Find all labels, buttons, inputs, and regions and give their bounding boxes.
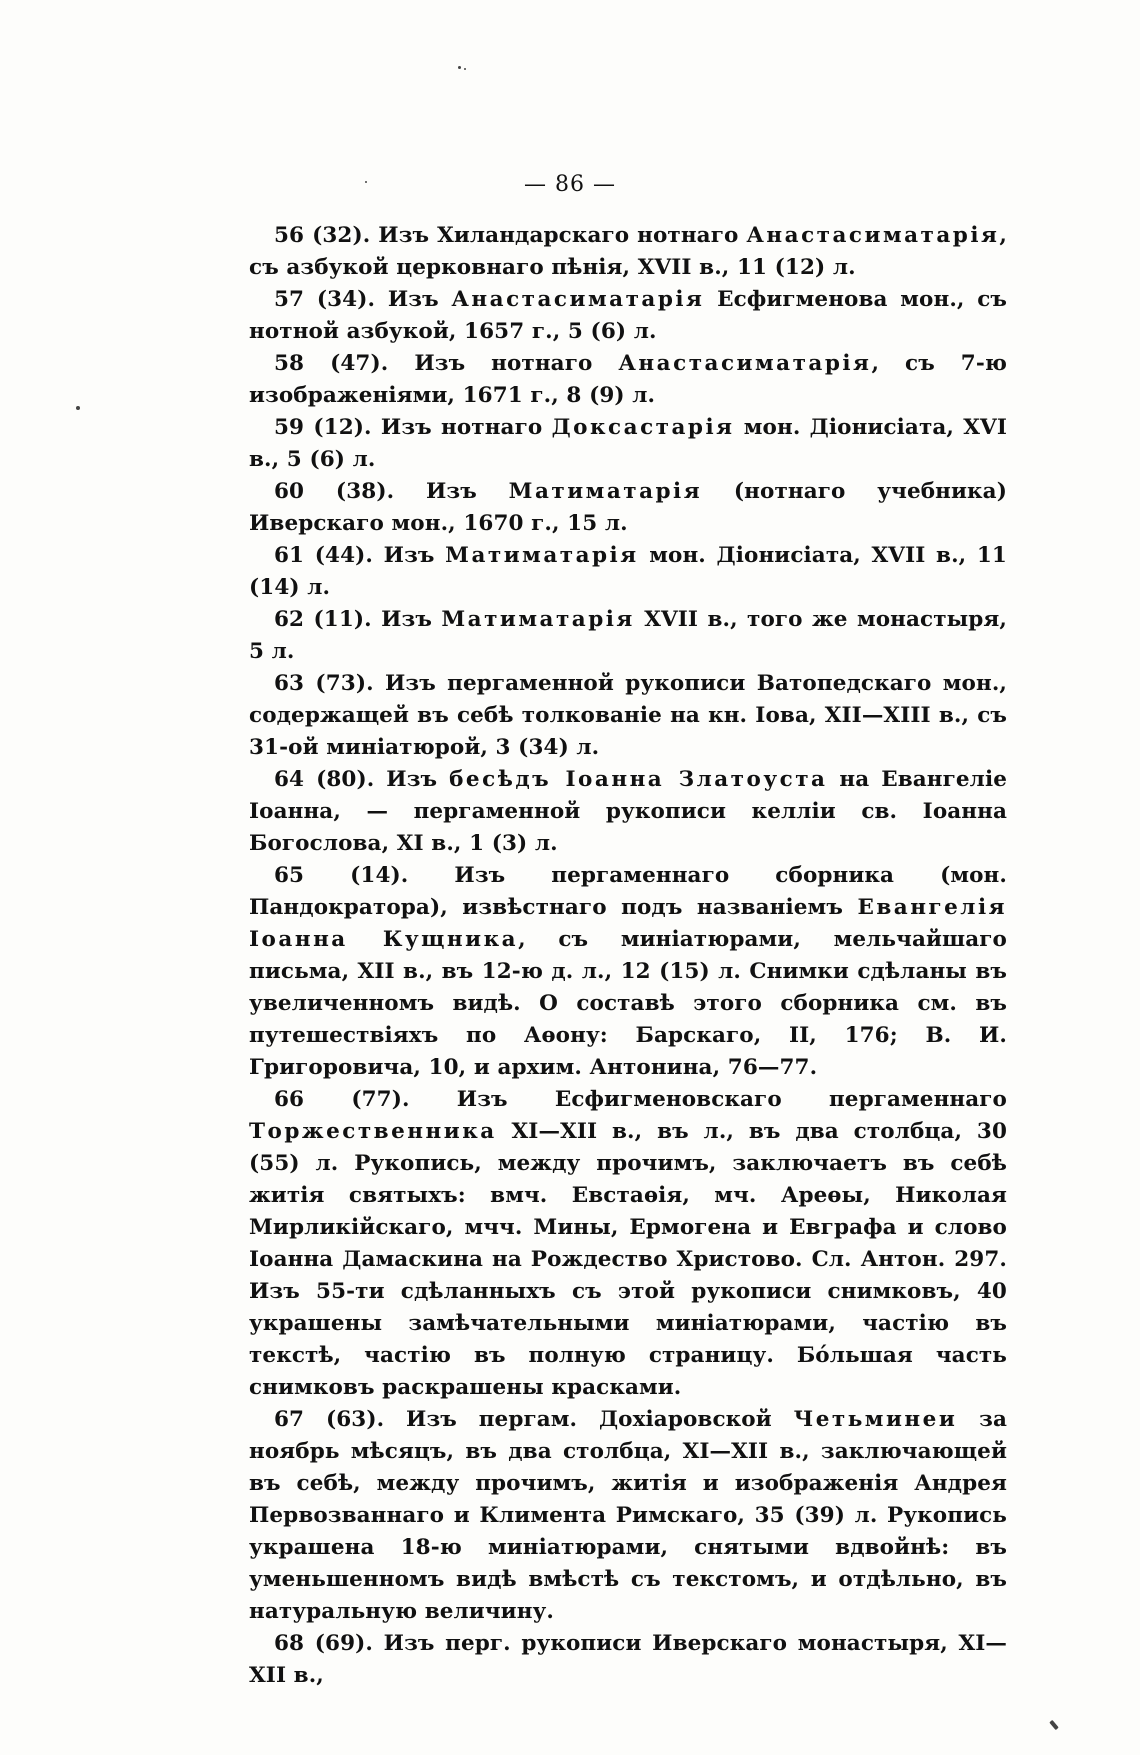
entry-text-tail: , съ миніатюрами, мельчайшаго письма, XII в., въ 12-ю д. л., 12 (15) л. Снимки сдѣланы въ увеличенномъ видѣ. О составѣ этого сборника см. въ путешествіяхъ по Аѳону: Барскаго, II, 176; В. И. Григоровича, 10, и архим. Антонина, 76—77. [249, 927, 1007, 1080]
catalog-entry-62 [249, 604, 1007, 668]
entry-text: Изъ [386, 767, 450, 792]
entry-text-tail: , съ 7-ю изображеніями, 1671 г., 8 (9) л. [249, 351, 1007, 408]
entry-text: Изъ нотнаго [380, 415, 552, 440]
entry-text: Изъ пергам. Дохіаровской [406, 1407, 794, 1432]
entry-text-tail: (нотнаго учебника) Иверскаго мон., 1670 г., 15 л. [249, 479, 1007, 536]
catalog-entry-57 [249, 284, 1007, 348]
entry-number: 58 (47). [274, 351, 389, 376]
entry-title: бесѣдъ Іоанна Златоуста [449, 767, 828, 792]
entry-title: Четьминеи [793, 1407, 958, 1432]
entry-text: Изъ пергаменной рукописи Ватопедскаго мон., содержащей въ себѣ толкованіе на кн. Іова, XII—XIII в., съ 31-ой миніатюрой, 3 (34) л. [249, 671, 1007, 760]
entry-number: 63 (73). [274, 671, 374, 696]
catalog-entry-68 [249, 1628, 1007, 1692]
catalog-entry-65 [249, 860, 1007, 1084]
entry-title: Евангелія Іоанна Кущника [249, 895, 1007, 952]
text-column [249, 220, 1007, 1692]
catalog-entry-60 [249, 476, 1007, 540]
catalog-entry-63 [249, 668, 1007, 764]
entry-title: Анастасиматарія [618, 351, 872, 376]
entry-text-tail: за ноябрь мѣсяцъ, въ два столбца, XI—XII в., заключающей въ себѣ, между прочимъ, житія и изображенія Андрея Первозваннаго и Климента Римскаго, 35 (39) л. Рукопись украшена 18-ю миніатюрами, снятыми вдвойнѣ: въ уменьшенномъ видѣ вмѣстѣ съ текстомъ, и отдѣльно, въ натуральную величину. [249, 1407, 1007, 1624]
catalog-entry-59 [249, 412, 1007, 476]
print-speck [464, 68, 466, 70]
entry-title: Торжественника [249, 1119, 497, 1144]
entry-text: Изъ пергаменнаго сборника (мон. Пандократора), извѣстнаго подъ названіемъ [249, 863, 1007, 920]
entry-number: 65 (14). [274, 863, 409, 888]
entry-number: 60 (38). [274, 479, 395, 504]
entry-text-tail: Есфигменова мон., съ нотной азбукой, 1657 г., 5 (6) л. [249, 287, 1007, 344]
entry-title: Доксастарія [551, 415, 735, 440]
entry-number: 57 (34). [274, 287, 376, 312]
entry-number: 56 (32). [274, 223, 371, 248]
page-number: — 86 — [524, 172, 616, 197]
catalog-entry-66 [249, 1084, 1007, 1404]
entry-text-tail: , съ азбукой церковнаго пѣнія, XVII в., 11 (12) л. [249, 223, 1007, 280]
catalog-entry-64 [249, 764, 1007, 860]
entry-text-tail: XVII в., того же монастыря, 5 л. [249, 607, 1007, 664]
entry-text: Изъ [426, 479, 509, 504]
entry-title: Анастасиматарія [451, 287, 705, 312]
entry-text: Изъ [381, 607, 442, 632]
entry-number: 64 (80). [274, 767, 375, 792]
print-speck [1049, 1720, 1058, 1730]
entry-text: Изъ перг. рукописи Иверскаго монастыря, XI—XII в., [249, 1631, 1007, 1688]
entry-text: Изъ Есфигменовскаго пергаменнаго [456, 1087, 1007, 1112]
entry-number: 67 (63). [274, 1407, 385, 1432]
entry-title: Анастасиматарія [746, 223, 1000, 248]
entry-text-tail: XI—XII в., въ л., въ два столбца, 30 (55) л. Рукопись, между прочимъ, заключаетъ въ себѣ житія святыхъ: вмч. Евстаѳія, мч. Ареѳы, Николая Мирликійскаго, мчч. Мины, Ермогена и Евграфа и слово Іоанна Дамаскина на Рождество Христово. Сл. Антон. 297. Изъ 55-ти сдѣланныхъ съ этой рукописи снимковъ, 40 украшены замѣчательными миніатюрами, частію въ текстѣ, частію въ полную страницу. Бо́льшая часть снимковъ раскрашены красками. [249, 1119, 1007, 1400]
entry-number: 62 (11). [274, 607, 372, 632]
entry-text: Изъ [387, 287, 452, 312]
print-speck [76, 406, 80, 410]
catalog-entry-67 [249, 1404, 1007, 1628]
entry-text: Изъ нотнаго [414, 351, 619, 376]
entry-text: Изъ [383, 543, 446, 568]
entry-number: 68 (69). [274, 1631, 374, 1656]
entry-title: Матиматарія [508, 479, 703, 504]
entry-number: 66 (77). [274, 1087, 410, 1112]
entry-text: Изъ Хиландарскаго нотнаго [378, 223, 747, 248]
catalog-entry-56 [249, 220, 1007, 284]
catalog-entry-58 [249, 348, 1007, 412]
print-speck [458, 66, 461, 69]
entry-text-tail: на Евангеліе Іоанна, — пергаменной рукописи келліи св. Іоанна Богослова, XI в., 1 (3) л. [249, 767, 1007, 856]
entry-title: Матиматарія [441, 607, 635, 632]
entry-text-tail: мон. Діонисіата, XVII в., 11 (14) л. [249, 543, 1007, 600]
entry-title: Матиматарія [445, 543, 639, 568]
catalog-entry-61 [249, 540, 1007, 604]
entry-number: 59 (12). [274, 415, 372, 440]
entry-text-tail: мон. Діонисіата, XVI в., 5 (6) л. [249, 415, 1007, 472]
entry-number: 61 (44). [274, 543, 374, 568]
